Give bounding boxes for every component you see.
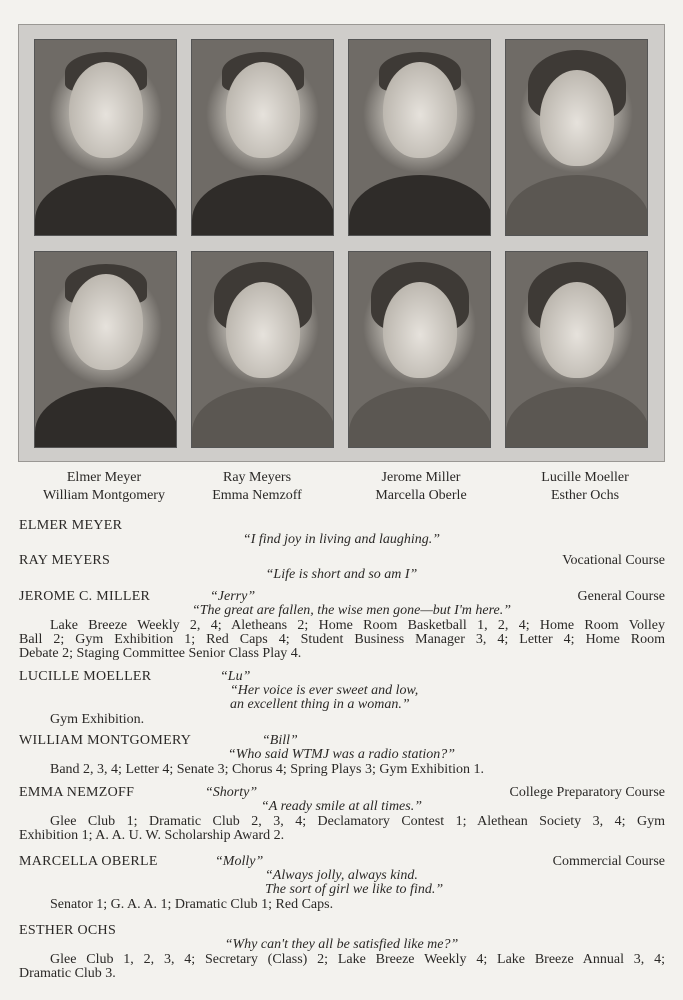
portrait-photo (191, 39, 334, 236)
student-quote: “Who said WTMJ was a radio station?” (227, 747, 456, 762)
portrait-photo (348, 251, 491, 448)
student-name: LUCILLE MOELLER (19, 669, 152, 684)
student-name: JEROME C. MILLER (19, 589, 151, 604)
student-name: MARCELLA OBERLE (19, 854, 158, 869)
portrait-photo (34, 39, 177, 236)
student-quote: “Her voice is ever sweet and low, (230, 683, 419, 698)
portrait-photo (34, 251, 177, 448)
student-activities: Band 2, 3, 4; Letter 4; Senate 3; Chorus 4; Spring Plays 3; Gym Exhibition 1. (50, 762, 484, 777)
student-activities: Ball 2; Gym Exhibition 1; Red Caps 4; Student Business Manager 3, 4; Letter 4; Home Room (19, 632, 665, 647)
photo-caption: Emma Nemzoff (212, 488, 302, 503)
student-quote: “Always jolly, always kind. (265, 868, 418, 883)
student-name: RAY MEYERS (19, 553, 111, 568)
student-activities: Senator 1; G. A. A. 1; Dramatic Club 1; Red Caps. (50, 897, 334, 912)
student-activities: Glee Club 1; Dramatic Club 2, 3, 4; Declamatory Contest 1; Alethean Society 3, 4; Gym (50, 814, 665, 829)
student-name: WILLIAM MONTGOMERY (19, 733, 192, 748)
student-quote: an excellent thing in a woman.” (230, 697, 410, 712)
student-quote: The sort of girl we like to find.” (265, 882, 444, 897)
student-nickname: “Lu” (220, 669, 251, 684)
course-name: Vocational Course (562, 553, 665, 568)
course-name: General Course (577, 589, 665, 604)
student-activities: Lake Breeze Weekly 2, 4; Aletheans 2; Home Room Basketball 1, 2, 4; Home Room Volley (50, 618, 665, 633)
portrait-photo (505, 39, 648, 236)
photo-caption: Lucille Moeller (541, 470, 629, 485)
student-quote: “The great are fallen, the wise men gone—but I'm here.” (191, 603, 512, 618)
student-nickname: “Jerry” (210, 589, 256, 604)
photo-caption: William Montgomery (43, 488, 165, 503)
student-activities: Exhibition 1; A. A. U. W. Scholarship Award 2. (19, 828, 285, 843)
student-nickname: “Shorty” (205, 785, 258, 800)
portrait-photo (505, 251, 648, 448)
course-name: College Preparatory Course (509, 785, 665, 800)
student-activities: Gym Exhibition. (50, 712, 145, 727)
student-nickname: “Molly” (215, 854, 264, 869)
photo-caption: Marcella Oberle (375, 488, 467, 503)
student-quote: “I find joy in living and laughing.” (242, 532, 441, 547)
student-activities: Glee Club 1, 2, 3, 4; Secretary (Class) 2; Lake Breeze Weekly 4; Lake Breeze Annual 3, 4; (50, 952, 665, 967)
photo-caption: Jerome Miller (381, 470, 461, 485)
photo-caption: Ray Meyers (222, 470, 292, 485)
student-name: EMMA NEMZOFF (19, 785, 135, 800)
course-name: Commercial Course (552, 854, 665, 869)
photo-caption: Esther Ochs (550, 488, 620, 503)
portrait-photo (191, 251, 334, 448)
student-name: ESTHER OCHS (19, 923, 117, 938)
student-quote: “Why can't they all be satisfied like me?” (224, 937, 459, 952)
student-quote: “Life is short and so am I” (265, 567, 418, 582)
student-quote: “A ready smile at all times.” (261, 799, 422, 814)
photo-panel (18, 24, 665, 462)
student-nickname: “Bill” (262, 733, 298, 748)
student-activities: Dramatic Club 3. (19, 966, 116, 981)
student-name: ELMER MEYER (19, 518, 123, 533)
photo-caption: Elmer Meyer (66, 470, 142, 485)
student-activities: Debate 2; Staging Committee Senior Class Play 4. (19, 646, 302, 661)
portrait-photo (348, 39, 491, 236)
